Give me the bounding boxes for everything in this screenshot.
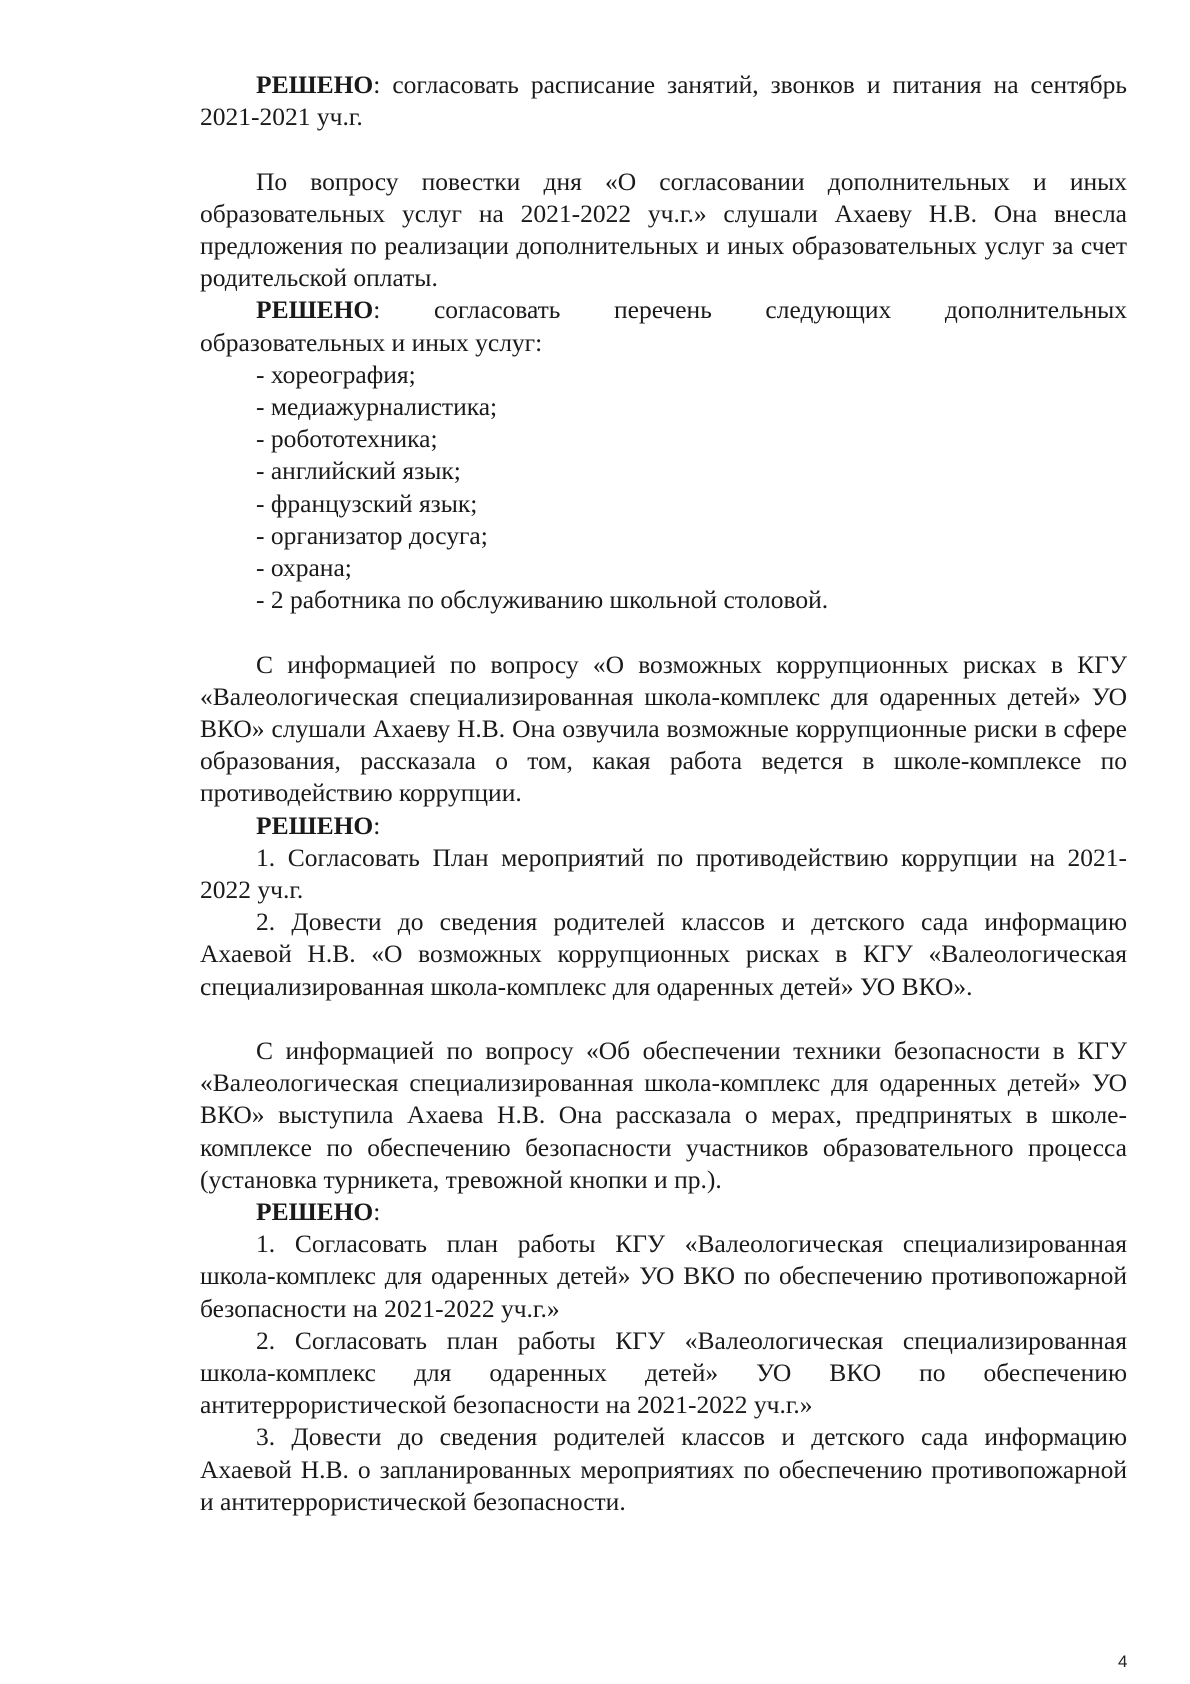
document-body: [200, 69, 1127, 1518]
decision-item: 1. Согласовать план работы КГУ «Валеологическая специализированная школа-комплекс для одаренных детей» УО ВКО по обеспечению противопожарной безопасности на 2021-2022 уч.г.»: [200, 1229, 1127, 1323]
list-item: - хореография;: [256, 359, 416, 389]
decision-heading: [200, 810, 1127, 842]
safety-paragraph: С информацией по вопросу «Об обеспечении техники безопасности в КГУ «Валеологическая специализированная школа-комплекс для одаренных детей» УО ВКО» выступила Ахаева Н.В. Она рассказала о мерах, предпринятых в школе-комплексе по обеспечению безопасности участников образовательного процесса (установка турникета, тревожной кнопки и пр.).: [200, 1036, 1127, 1194]
decided-label: РЕШЕНО: [256, 1197, 374, 1227]
list-item: - медиажурналистика;: [256, 392, 498, 422]
decision-text: : согласовать перечень следующих дополнительных образовательных и иных услуг:: [200, 295, 1127, 357]
list-item: - охрана;: [256, 553, 352, 583]
list-item: - робототехника;: [256, 424, 438, 454]
decision-item: 1. Согласовать План мероприятий по противодействию коррупции на 2021-2022 уч.г.: [200, 842, 1127, 905]
list-item: - 2 работника по обслуживанию школьной столовой.: [256, 585, 829, 615]
page-number: 4: [1118, 1652, 1128, 1671]
decided-label: РЕШЕНО: [256, 70, 374, 99]
corruption-risks-paragraph: С информацией по вопросу «О возможных коррупционных рисках в КГУ «Валеологическая специализированная школа-комплекс для одаренных детей» УО ВКО» слушали Ахаеву Н.В. Она озвучила возможные коррупционные риски в сфере образования, рассказала о том, какая работа ведется в школе-комплексе по противодействию коррупции.: [200, 649, 1127, 808]
decision-colon: :: [373, 1197, 381, 1227]
decision-item: 2. Довести до сведения родителей классов и детского сада информацию Ахаевой Н.В. «О возможных коррупционных рисках в КГУ «Валеологическая специализированная школа-комплекс для одаренных детей» УО ВКО».: [200, 907, 1127, 1001]
decision-services: [200, 294, 1127, 358]
decision-item: 2. Согласовать план работы КГУ «Валеологическая специализированная школа-комплекс для одаренных детей» УО ВКО по обеспечению антитеррористической безопасности на 2021-2022 уч.г.»: [200, 1325, 1127, 1420]
services-list: [200, 359, 1127, 617]
decision-text: : согласовать расписание занятий, звонков и питания на сентябрь 2021-2021 уч.г.: [200, 70, 1127, 132]
list-item: - организатор досуга;: [256, 520, 488, 550]
decision-item: 3. Довести до сведения родителей классов и детского сада информацию Ахаевой Н.В. о запланированных мероприятиях по обеспечению противопожарной и антитеррористической безопасности.: [200, 1422, 1127, 1516]
agenda-services-paragraph: По вопросу повестки дня «О согласовании дополнительных и иных образовательных услуг на 2021-2022 уч.г.» слушали Ахаеву Н.В. Она внесла предложения по реализации дополнительных и иных образовательных услуг за счет родительской оплаты.: [200, 166, 1127, 293]
decision-heading: [200, 1196, 1127, 1228]
decided-label: РЕШЕНО: [256, 810, 374, 840]
decision-schedule: [200, 69, 1127, 133]
decided-label: РЕШЕНО: [256, 295, 374, 325]
list-item: - французский язык;: [256, 488, 478, 518]
decision-colon: :: [373, 810, 381, 840]
list-item: - английский язык;: [256, 456, 461, 486]
